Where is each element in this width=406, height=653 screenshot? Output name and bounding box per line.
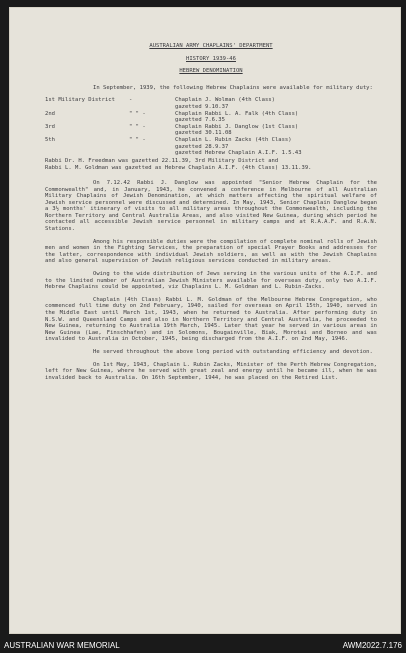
body-paragraph: On 7.12.42 Rabbi J. Danglow was appointed "Senior Hebrew Chaplain for the Commonwealth" and, in January, 1943, he convened a conference in Melbourne of all Australian Military Chaplains of Jewish Denomination, at which matters affecting the spiritual welfare of Jewish service personnel were discussed and determined. In May, 1943, Senior Chaplain Danglow began a 3½ months' itinerary of visits to all military areas throughout the Commonwealth, including the Northern Territory and Central Australia Areas, and also visited New Guinea, during which period he contacted all accessible Jewish service personnel in military camps and at R.A.A.F. and R.A.N. Stations.	[45, 179, 377, 233]
district-row	[45, 111, 377, 118]
gazette-date: gazetted 28.9.37	[175, 143, 229, 150]
body-paragraph: On 1st May, 1943, Chaplain L. Rubin Zacks, Minister of the Perth Hebrew Congregation, left for New Guinea, where he served with great zeal and energy until he became ill, when he was invalided back to Australia. On 16th September, 1944, he was placed on the Retired List.	[45, 361, 377, 381]
accession-number: AWM2022.7.176	[342, 641, 402, 650]
chaplain-name: Chaplain J. Wolman (4th Class)	[175, 97, 275, 104]
document-heading: AUSTRALIAN ARMY CHAPLAINS' DEPARTMENT	[149, 43, 273, 49]
district-list	[45, 97, 377, 156]
district-row	[45, 137, 377, 144]
district-mark: " " -	[129, 136, 146, 143]
typed-text-block	[45, 43, 377, 387]
district-row	[45, 124, 377, 131]
district-label: 1st Military District	[45, 97, 115, 104]
freedman-line: Rabbi Dr. H. Freedman was gazetted 22.11.39, 3rd Military District and	[45, 157, 279, 164]
body-paragraph: Among his responsible duties were the compilation of complete nominal rolls of Jewish men and women in the Fighting Services, the preparation of special Prayer Books and addresses for the latter, correspondence with individual Jewish soldiers, as well as with the Jewish Chaplains and also general supervision of Jewish religious services conducted in military areas.	[45, 238, 377, 265]
gazette-aif: gazetted Hebrew Chaplain A.I.F. 1.5.43	[175, 150, 302, 157]
district-mark: " " -	[129, 110, 146, 117]
district-mark: " " -	[129, 123, 146, 130]
chaplain-name: Chaplain L. Rubin Zacks (4th Class)	[175, 136, 292, 143]
goldman-line: Rabbi L. M. Goldman was gazetted as Hebrew Chaplain A.I.F. (4th Class) 13.11.39.	[45, 165, 312, 172]
district-label: 2nd	[45, 110, 55, 117]
district-label: 3rd	[45, 123, 55, 130]
gazette-date: gazetted 30.11.08	[175, 130, 232, 137]
district-label: 5th	[45, 136, 55, 143]
body-paragraph: Owing to the wide distribution of Jews serving in the various units of the A.I.F. and to the limited number of Australian Jewish Ministers available for overseas duty, only two A.I.F. Hebrew Chaplains could be appointed, viz Chaplains L. M. Goldman and L. Rubin-Zacks.	[45, 271, 377, 291]
body-paragraph: He served throughout the above long period with outstanding efficiency and devotion.	[93, 348, 373, 355]
chaplain-name: Chaplain Rabbi L. A. Falk (4th Class)	[175, 110, 299, 117]
section-heading: HEBREW DENOMINATION	[179, 68, 243, 75]
document-page	[9, 7, 401, 634]
gazette-date: gazetted 7.6.35	[175, 117, 225, 124]
archive-footer	[0, 639, 406, 653]
district-row	[45, 97, 377, 104]
document-subheading: HISTORY 1939-46	[186, 55, 236, 62]
intro-paragraph: In September, 1939, the following Hebrew Chaplains were available for military duty:	[93, 84, 373, 91]
body-paragraph: Chaplain (4th Class) Rabbi L. M. Goldman of the Melbourne Hebrew Congregation, who commenced full time duty on 2nd February, 1940, sailed for overseas on April 15th, 1940, served in the Middle East until March 1st, 1943, when he returned to Australia. After performing duty in N.S.W. and Queensland Camps and also in Northern Territory and Central Australia, he proceeded to New Guinea, returning to Australia 19th March, 1945. Later that year he served in various areas in New Guinea (Lae, Finschhafen) and in Solomons, Bougainville, Biak, Morotai and Borneo and was invalided to Australia in October, 1945, being discharged from the A.I.F. on 2nd May, 1946.	[45, 296, 377, 343]
gazette-date: gazetted 9.10.37	[175, 103, 229, 110]
district-mark: -	[129, 97, 133, 104]
archive-name: AUSTRALIAN WAR MEMORIAL	[4, 641, 120, 650]
chaplain-name: Chaplain Rabbi J. Danglow (1st Class)	[175, 123, 299, 130]
